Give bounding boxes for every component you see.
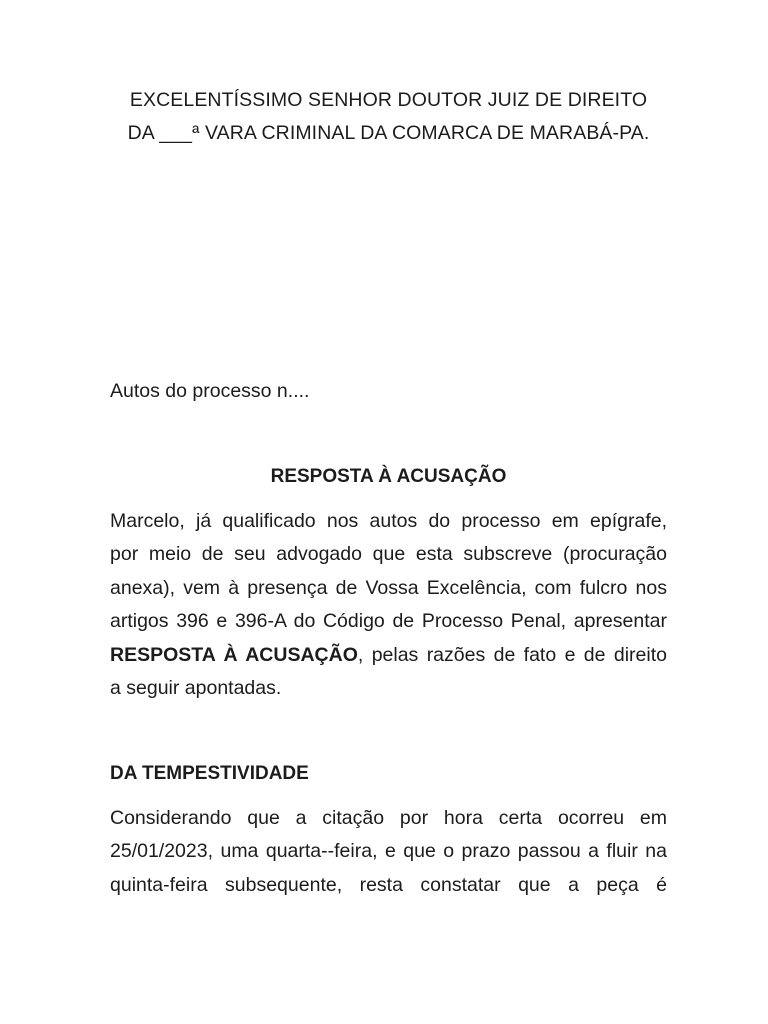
intro-paragraph	[110, 505, 667, 705]
case-reference: Autos do processo n....	[110, 380, 310, 402]
document-title: RESPOSTA À ACUSAÇÃO	[270, 466, 507, 487]
tempestividade-line-3: quinta-feira subsequente, resta constatar que a peça é	[110, 873, 667, 896]
intro-line-6: a seguir apontadas.	[110, 677, 282, 700]
tempestividade-paragraph	[110, 802, 667, 902]
intro-line-1: Marcelo, já qualificado nos autos do processo em epígrafe,	[110, 510, 667, 532]
court-address	[100, 84, 677, 150]
intro-line-3: anexa), vem à presença de Vossa Excelência, com fulcro nos	[110, 576, 667, 599]
address-line-2: DA ___ª VARA CRIMINAL DA COMARCA DE MARABÁ-PA.	[127, 122, 650, 144]
address-line-1: EXCELENTÍSSIMO SENHOR DOUTOR JUIZ DE DIREITO	[129, 89, 648, 111]
tempestividade-line-1: Considerando que a citação por hora certa ocorreu em	[110, 807, 667, 829]
intro-line-5	[110, 639, 667, 672]
tempestividade-line-2: 25/01/2023, uma quarta--feira, e que o prazo passou a fluir na	[110, 840, 667, 863]
intro-bold-title: RESPOSTA À ACUSAÇÃO	[110, 643, 358, 666]
section-heading: DA TEMPESTIVIDADE	[110, 763, 309, 784]
intro-line-5-rest: , pelas razões de fato e de direito	[357, 643, 667, 666]
intro-line-2: por meio de seu advogado que esta subscreve (procuração	[110, 543, 667, 566]
intro-line-4: artigos 396 e 396-A do Código de Processo Penal, apresentar	[110, 610, 667, 633]
